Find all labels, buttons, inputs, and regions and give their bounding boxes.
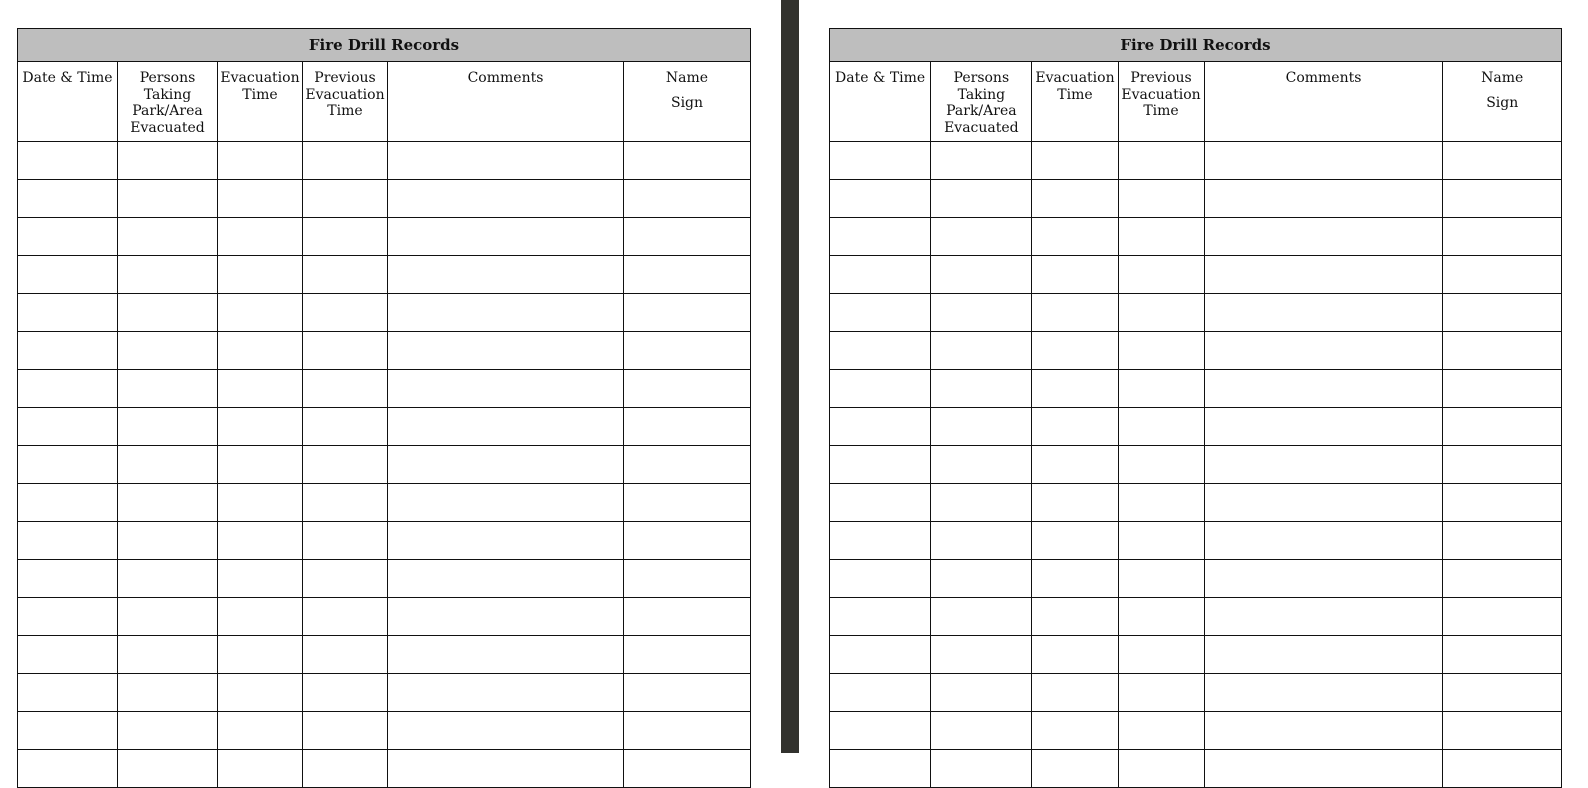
cell-evacuation-time[interactable] [1032,712,1118,750]
cell-evacuation-time[interactable] [218,446,303,484]
cell-date-time[interactable] [830,522,931,560]
cell-name-sign[interactable] [1443,408,1562,446]
cell-evacuation-time[interactable] [218,408,303,446]
table-row [18,674,751,712]
cell-date-time[interactable] [830,636,931,674]
cell-previous-evacuation-time[interactable] [303,712,388,750]
cell-evacuation-time[interactable] [218,180,303,218]
cell-name-sign[interactable] [624,180,751,218]
cell-previous-evacuation-time[interactable] [303,598,388,636]
column-header-date-time: Date & Time [830,62,931,142]
cell-evacuation-time[interactable] [1032,750,1118,788]
cell-name-sign[interactable] [1443,560,1562,598]
table-row [830,370,1562,408]
cell-persons[interactable] [118,332,218,370]
cell-name-sign[interactable] [1443,636,1562,674]
cell-date-time[interactable] [830,560,931,598]
cell-date-time[interactable] [830,180,931,218]
cell-evacuation-time[interactable] [1032,294,1118,332]
cell-evacuation-time[interactable] [218,750,303,788]
cell-name-sign[interactable] [1443,712,1562,750]
cell-evacuation-time[interactable] [218,294,303,332]
cell-persons[interactable] [118,484,218,522]
table-body [830,142,1562,788]
cell-persons[interactable] [118,256,218,294]
table-row [830,750,1562,788]
cell-date-time[interactable] [830,712,931,750]
cell-comments[interactable] [388,598,624,636]
cell-name-sign[interactable] [1443,332,1562,370]
cell-comments[interactable] [1204,598,1443,636]
cell-persons[interactable] [931,180,1032,218]
cell-comments[interactable] [1204,408,1443,446]
table-row [830,332,1562,370]
cell-persons[interactable] [931,636,1032,674]
cell-evacuation-time[interactable] [218,256,303,294]
cell-evacuation-time[interactable] [1032,522,1118,560]
table-row [830,636,1562,674]
cell-persons[interactable] [931,408,1032,446]
cell-previous-evacuation-time[interactable] [1118,750,1204,788]
cell-comments[interactable] [1204,142,1443,180]
column-header-comments: Comments [1204,62,1443,142]
column-header-comments: Comments [388,62,624,142]
column-header-previous-evacuation-time: Previous Evacuation Time [1118,62,1204,142]
table-row [18,446,751,484]
cell-name-sign[interactable] [1443,446,1562,484]
cell-comments[interactable] [1204,560,1443,598]
cell-evacuation-time[interactable] [1032,180,1118,218]
cell-evacuation-time[interactable] [218,218,303,256]
cell-comments[interactable] [1204,674,1443,712]
cell-comments[interactable] [388,560,624,598]
cell-date-time[interactable] [830,142,931,180]
cell-name-sign[interactable] [624,370,751,408]
table-row [830,218,1562,256]
table-row [830,674,1562,712]
cell-evacuation-time[interactable] [1032,332,1118,370]
cell-date-time[interactable] [830,408,931,446]
table-title: Fire Drill Records [830,29,1562,62]
table-row [18,218,751,256]
cell-evacuation-time[interactable] [218,370,303,408]
cell-name-sign[interactable] [624,446,751,484]
cell-name-sign[interactable] [624,332,751,370]
table-body [18,142,751,788]
cell-evacuation-time[interactable] [1032,446,1118,484]
cell-comments[interactable] [388,332,624,370]
cell-persons[interactable] [118,674,218,712]
cell-name-sign[interactable] [1443,142,1562,180]
cell-comments[interactable] [1204,256,1443,294]
cell-date-time[interactable] [830,294,931,332]
cell-name-sign[interactable] [624,522,751,560]
cell-comments[interactable] [1204,446,1443,484]
cell-name-sign[interactable] [1443,180,1562,218]
cell-comments[interactable] [388,712,624,750]
cell-persons[interactable] [118,180,218,218]
cell-date-time[interactable] [18,446,118,484]
cell-date-time[interactable] [830,674,931,712]
cell-evacuation-time[interactable] [1032,598,1118,636]
cell-previous-evacuation-time[interactable] [303,142,388,180]
cell-name-sign[interactable] [624,142,751,180]
table-row [830,180,1562,218]
cell-name-sign[interactable] [624,484,751,522]
cell-comments[interactable] [1204,180,1443,218]
table-row [18,180,751,218]
cell-previous-evacuation-time[interactable] [1118,674,1204,712]
column-header-persons: Persons Taking Park/Area Evacuated [118,62,218,142]
cell-name-sign[interactable] [1443,674,1562,712]
table-row [18,560,751,598]
cell-persons[interactable] [118,712,218,750]
cell-previous-evacuation-time[interactable] [303,408,388,446]
cell-previous-evacuation-time[interactable] [303,294,388,332]
cell-persons[interactable] [931,256,1032,294]
fire-drill-table [829,28,1562,788]
table-row [18,256,751,294]
cell-name-sign[interactable] [624,256,751,294]
table-row [18,484,751,522]
cell-date-time[interactable] [18,484,118,522]
cell-persons[interactable] [931,294,1032,332]
cell-comments[interactable] [388,674,624,712]
cell-comments[interactable] [388,636,624,674]
cell-persons[interactable] [118,408,218,446]
cell-comments[interactable] [1204,636,1443,674]
cell-persons[interactable] [118,142,218,180]
cell-evacuation-time[interactable] [1032,636,1118,674]
cell-previous-evacuation-time[interactable] [303,370,388,408]
cell-previous-evacuation-time[interactable] [1118,370,1204,408]
cell-previous-evacuation-time[interactable] [303,636,388,674]
cell-persons[interactable] [931,446,1032,484]
cell-date-time[interactable] [18,598,118,636]
cell-comments[interactable] [1204,522,1443,560]
table-title: Fire Drill Records [18,29,751,62]
fire-drill-table [17,28,751,788]
cell-previous-evacuation-time[interactable] [303,560,388,598]
cell-previous-evacuation-time[interactable] [1118,712,1204,750]
cell-evacuation-time[interactable] [218,712,303,750]
cell-evacuation-time[interactable] [1032,218,1118,256]
cell-evacuation-time[interactable] [1032,674,1118,712]
table-row [18,332,751,370]
page-divider [781,0,799,753]
column-header-persons: Persons Taking Park/Area Evacuated [931,62,1032,142]
cell-date-time[interactable] [18,370,118,408]
cell-previous-evacuation-time[interactable] [303,522,388,560]
cell-name-sign[interactable] [624,408,751,446]
cell-date-time[interactable] [830,256,931,294]
cell-name-sign[interactable] [624,218,751,256]
table-row [18,522,751,560]
cell-date-time[interactable] [830,218,931,256]
column-header-name-sign: Name Sign [624,62,751,142]
cell-name-sign[interactable] [624,636,751,674]
cell-name-sign[interactable] [1443,256,1562,294]
cell-evacuation-time[interactable] [218,522,303,560]
cell-date-time[interactable] [18,142,118,180]
cell-previous-evacuation-time[interactable] [303,484,388,522]
cell-persons[interactable] [118,294,218,332]
cell-comments[interactable] [1204,712,1443,750]
cell-date-time[interactable] [18,332,118,370]
cell-name-sign[interactable] [624,294,751,332]
cell-date-time[interactable] [18,408,118,446]
column-header-previous-evacuation-time: Previous Evacuation Time [303,62,388,142]
cell-date-time[interactable] [18,674,118,712]
cell-date-time[interactable] [18,712,118,750]
cell-date-time[interactable] [18,522,118,560]
table-row [18,142,751,180]
cell-name-sign[interactable] [624,750,751,788]
column-header-evacuation-time: Evacuation Time [1032,62,1118,142]
cell-date-time[interactable] [830,446,931,484]
cell-comments[interactable] [388,484,624,522]
cell-persons[interactable] [118,522,218,560]
cell-date-time[interactable] [18,256,118,294]
cell-comments[interactable] [388,750,624,788]
cell-persons[interactable] [931,142,1032,180]
cell-persons[interactable] [931,370,1032,408]
cell-previous-evacuation-time[interactable] [303,750,388,788]
table-row [18,370,751,408]
cell-name-sign[interactable] [1443,370,1562,408]
column-header-date-time: Date & Time [18,62,118,142]
table-row [18,636,751,674]
cell-evacuation-time[interactable] [1032,370,1118,408]
cell-previous-evacuation-time[interactable] [303,256,388,294]
record-sheet-left [17,28,750,768]
cell-persons[interactable] [118,750,218,788]
cell-comments[interactable] [388,218,624,256]
cell-persons[interactable] [931,522,1032,560]
record-sheet-right [829,28,1562,768]
cell-persons[interactable] [931,218,1032,256]
cell-persons[interactable] [931,560,1032,598]
cell-persons[interactable] [931,332,1032,370]
table-row [18,750,751,788]
cell-persons[interactable] [118,370,218,408]
cell-comments[interactable] [388,294,624,332]
cell-name-sign[interactable] [624,598,751,636]
cell-name-sign[interactable] [624,674,751,712]
cell-comments[interactable] [388,256,624,294]
cell-date-time[interactable] [830,750,931,788]
cell-previous-evacuation-time[interactable] [303,446,388,484]
cell-previous-evacuation-time[interactable] [1118,598,1204,636]
cell-name-sign[interactable] [1443,218,1562,256]
cell-comments[interactable] [1204,370,1443,408]
table-row [18,712,751,750]
cell-persons[interactable] [118,218,218,256]
cell-previous-evacuation-time[interactable] [1118,522,1204,560]
column-header-name-sign: Name Sign [1443,62,1562,142]
cell-persons[interactable] [931,674,1032,712]
cell-previous-evacuation-time[interactable] [1118,294,1204,332]
cell-evacuation-time[interactable] [218,560,303,598]
cell-date-time[interactable] [18,560,118,598]
cell-previous-evacuation-time[interactable] [1118,484,1204,522]
cell-comments[interactable] [1204,750,1443,788]
cell-name-sign[interactable] [1443,598,1562,636]
cell-comments[interactable] [388,370,624,408]
cell-comments[interactable] [1204,218,1443,256]
cell-evacuation-time[interactable] [218,598,303,636]
cell-previous-evacuation-time[interactable] [1118,142,1204,180]
table-row [830,560,1562,598]
table-row [18,598,751,636]
cell-previous-evacuation-time[interactable] [1118,446,1204,484]
cell-previous-evacuation-time[interactable] [303,180,388,218]
cell-persons[interactable] [118,636,218,674]
cell-evacuation-time[interactable] [218,142,303,180]
cell-date-time[interactable] [830,598,931,636]
table-row [830,408,1562,446]
cell-previous-evacuation-time[interactable] [1118,332,1204,370]
cell-evacuation-time[interactable] [218,484,303,522]
column-header-evacuation-time: Evacuation Time [218,62,303,142]
cell-comments[interactable] [1204,294,1443,332]
cell-comments[interactable] [388,180,624,218]
cell-date-time[interactable] [18,218,118,256]
cell-name-sign[interactable] [1443,294,1562,332]
cell-name-sign[interactable] [1443,484,1562,522]
cell-evacuation-time[interactable] [1032,484,1118,522]
table-row [830,294,1562,332]
cell-comments[interactable] [1204,484,1443,522]
table-row [830,446,1562,484]
table-row [18,294,751,332]
cell-name-sign[interactable] [1443,522,1562,560]
cell-evacuation-time[interactable] [218,332,303,370]
cell-comments[interactable] [388,522,624,560]
cell-comments[interactable] [1204,332,1443,370]
cell-date-time[interactable] [830,484,931,522]
cell-previous-evacuation-time[interactable] [1118,256,1204,294]
cell-persons[interactable] [931,750,1032,788]
cell-date-time[interactable] [830,370,931,408]
cell-persons[interactable] [931,484,1032,522]
cell-previous-evacuation-time[interactable] [1118,180,1204,218]
cell-date-time[interactable] [18,636,118,674]
cell-comments[interactable] [388,142,624,180]
cell-previous-evacuation-time[interactable] [1118,218,1204,256]
cell-previous-evacuation-time[interactable] [303,674,388,712]
cell-name-sign[interactable] [1443,750,1562,788]
cell-date-time[interactable] [18,750,118,788]
cell-persons[interactable] [118,560,218,598]
cell-previous-evacuation-time[interactable] [1118,408,1204,446]
cell-name-sign[interactable] [624,560,751,598]
table-row [18,408,751,446]
cell-comments[interactable] [388,446,624,484]
table-row [830,142,1562,180]
cell-previous-evacuation-time[interactable] [1118,560,1204,598]
table-row [830,256,1562,294]
cell-previous-evacuation-time[interactable] [303,332,388,370]
cell-evacuation-time[interactable] [1032,408,1118,446]
cell-date-time[interactable] [18,180,118,218]
table-row [830,712,1562,750]
table-row [830,522,1562,560]
table-row [830,484,1562,522]
table-row [830,598,1562,636]
cell-persons[interactable] [118,598,218,636]
cell-evacuation-time[interactable] [1032,142,1118,180]
cell-date-time[interactable] [18,294,118,332]
cell-date-time[interactable] [830,332,931,370]
cell-comments[interactable] [388,408,624,446]
cell-name-sign[interactable] [624,712,751,750]
cell-persons[interactable] [931,712,1032,750]
cell-evacuation-time[interactable] [218,636,303,674]
cell-evacuation-time[interactable] [1032,560,1118,598]
cell-evacuation-time[interactable] [1032,256,1118,294]
cell-evacuation-time[interactable] [218,674,303,712]
cell-persons[interactable] [931,598,1032,636]
cell-previous-evacuation-time[interactable] [1118,636,1204,674]
cell-previous-evacuation-time[interactable] [303,218,388,256]
cell-persons[interactable] [118,446,218,484]
